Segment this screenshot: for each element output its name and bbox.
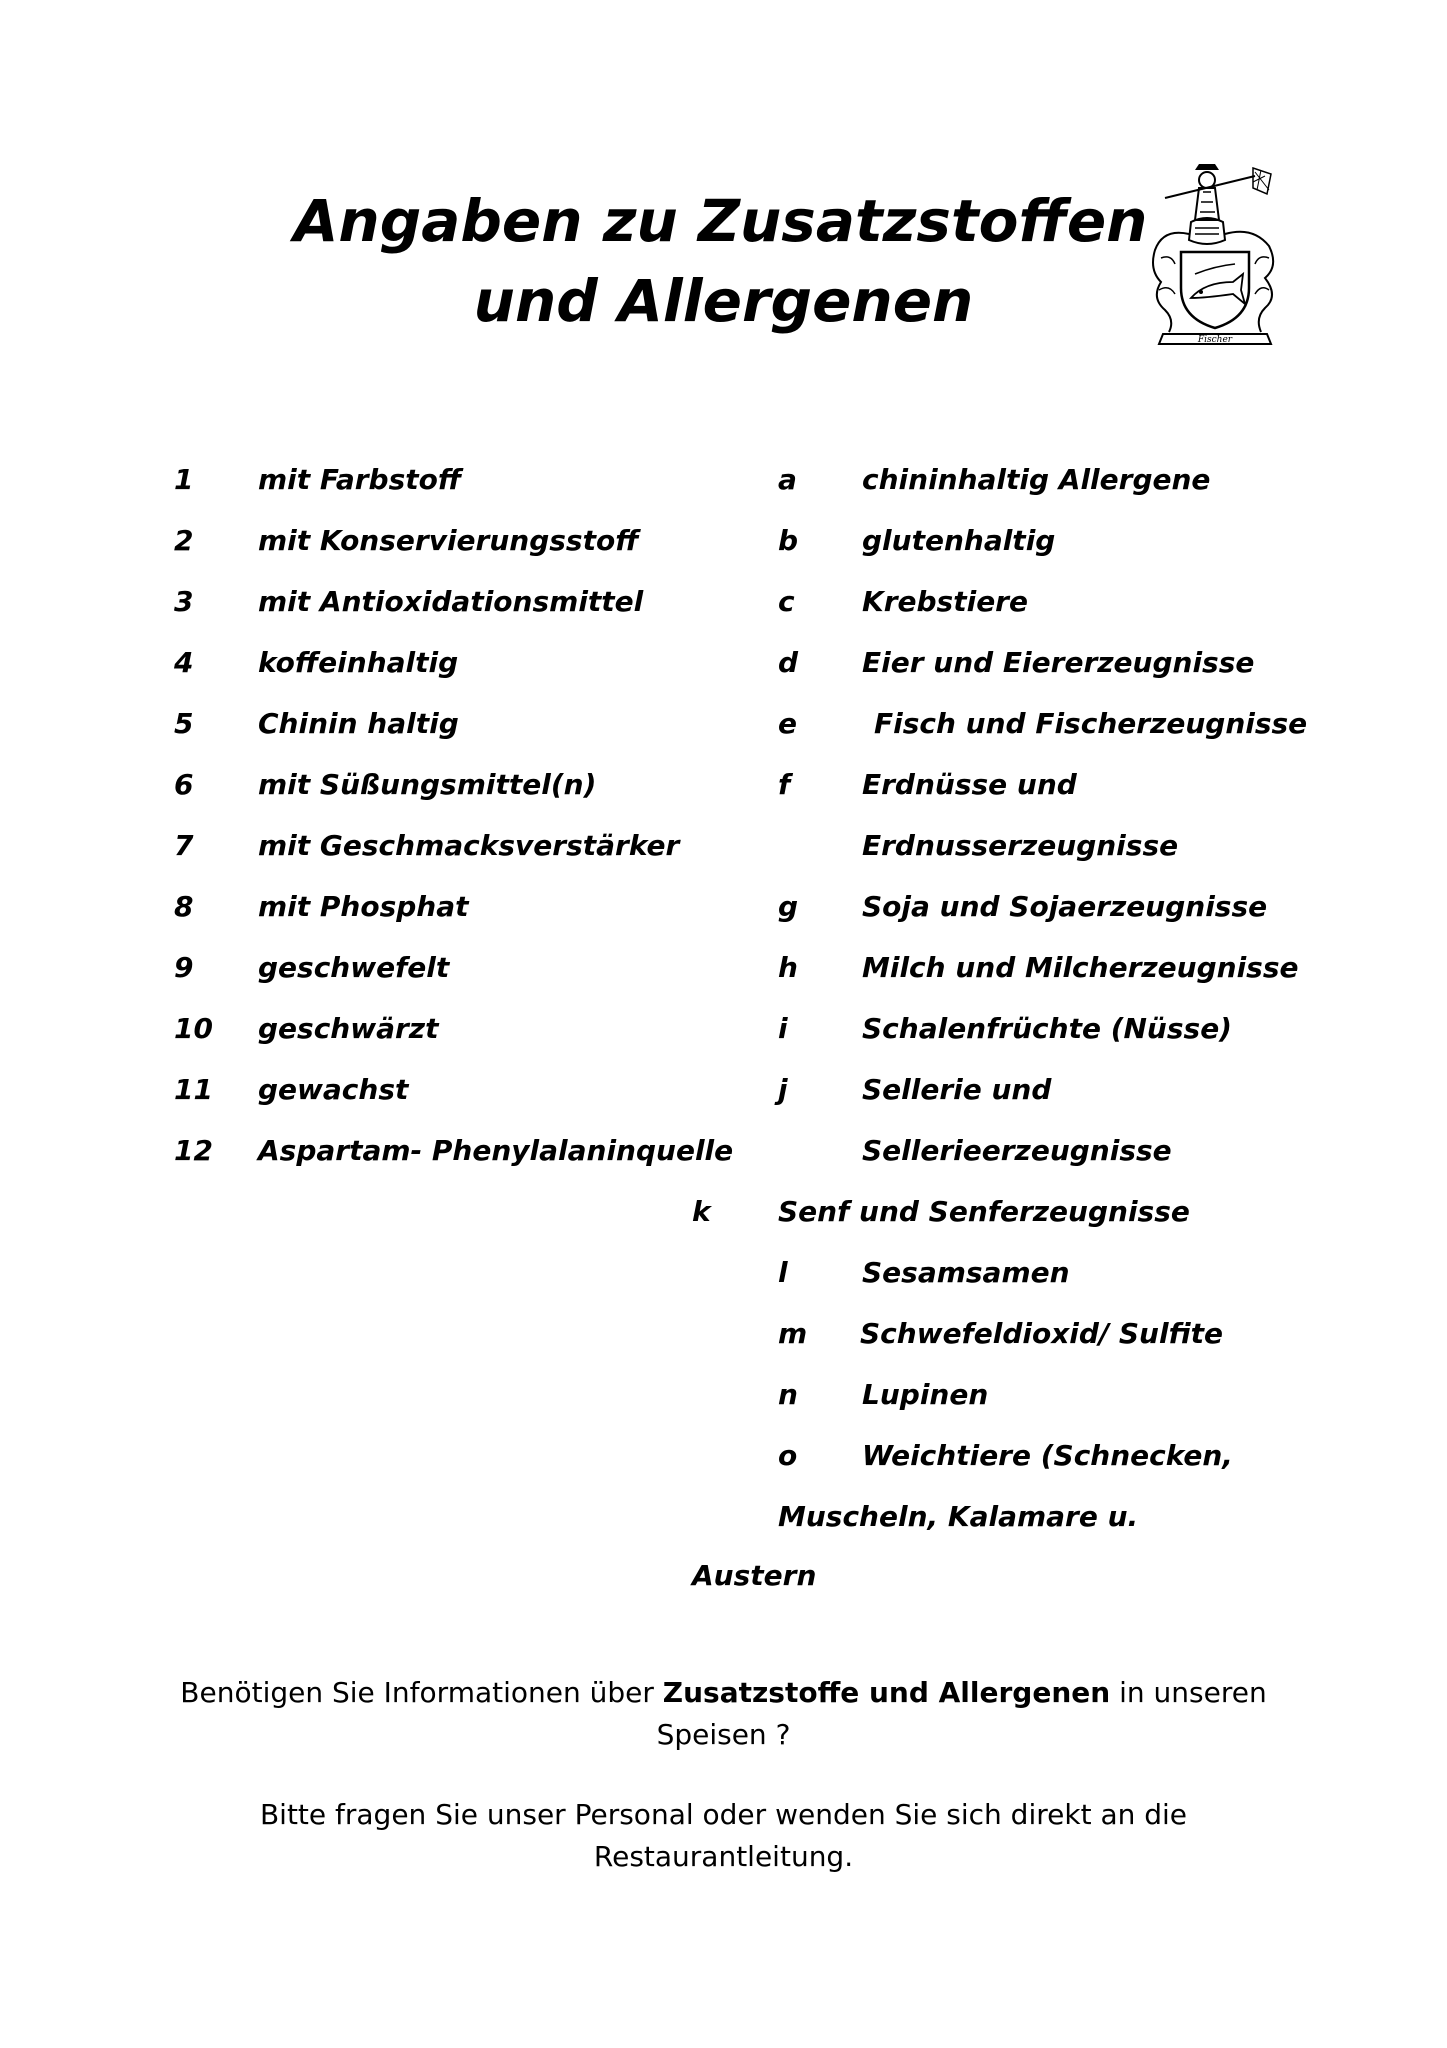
footer-request-line1: Bitte fragen Sie unser Personal oder wenden Sie sich direkt an die (259, 1798, 1188, 1831)
additive-number: 3 (174, 585, 194, 618)
allergen-label: Sellerieerzeugnisse (862, 1134, 1172, 1167)
allergen-label: Milch und Milcherzeugnisse (862, 951, 1299, 984)
additive-label: geschwärzt (258, 1012, 439, 1045)
allergen-label: Erdnusserzeugnisse (862, 829, 1179, 862)
allergen-letter: d (778, 646, 799, 679)
additive-number: 1 (174, 463, 194, 496)
allergen-letter: e (778, 707, 797, 740)
allergen-letter: m (778, 1317, 808, 1350)
allergen-label: Erdnüsse und (862, 768, 1077, 801)
additive-label: mit Konservierungsstoff (258, 524, 639, 557)
footer-info-line1 (0, 1672, 1447, 1714)
footer-emphasis: Zusatzstoffe und Allergenen (662, 1676, 1111, 1709)
allergen-letter: n (778, 1378, 798, 1411)
allergen-label: Sellerie und (862, 1073, 1052, 1106)
additive-number: 9 (174, 951, 194, 984)
additive-label: mit Phosphat (258, 890, 469, 923)
additive-label: mit Antioxidationsmittel (258, 585, 644, 618)
additive-label: koffeinhaltig (258, 646, 459, 679)
additive-number: 4 (174, 646, 194, 679)
allergen-label: Schwefeldioxid/ Sulfite (860, 1317, 1223, 1350)
additive-label: mit Süßungsmittel(n) (258, 768, 597, 801)
allergen-letter: a (778, 463, 797, 496)
allergen-label: Senf und Senferzeugnisse (778, 1195, 1190, 1228)
allergen-letter: g (778, 890, 799, 923)
allergen-label: Austern (692, 1559, 817, 1592)
additive-label: Chinin haltig (258, 707, 459, 740)
page-subtitle: und Allergenen (473, 267, 974, 335)
additive-label: mit Farbstoff (258, 463, 462, 496)
footer-text: Benötigen Sie Informationen über (180, 1676, 663, 1709)
allergen-label: Lupinen (862, 1378, 989, 1411)
allergen-letter: l (778, 1256, 788, 1289)
additive-label: geschwefelt (258, 951, 450, 984)
allergen-letter: h (778, 951, 798, 984)
footer-request-line2: Restaurantleitung. (593, 1840, 854, 1873)
allergen-letter: j (778, 1073, 788, 1106)
allergen-label: Sesamsamen (862, 1256, 1070, 1289)
allergen-label: Schalenfrüchte (Nüsse) (862, 1012, 1232, 1045)
additive-number: 11 (174, 1073, 213, 1106)
page-title: Angaben zu Zusatzstoffen (293, 187, 1148, 255)
additive-number: 6 (174, 768, 194, 801)
allergen-letter: b (778, 524, 799, 557)
additive-number: 5 (174, 707, 194, 740)
allergen-letter: i (778, 1012, 788, 1045)
crest-banner-text: Fischer (1197, 335, 1233, 345)
allergen-label: Fisch und Fischerzeugnisse (874, 707, 1308, 740)
allergen-label: chininhaltig Allergene (862, 463, 1211, 496)
footer-info-line2: Speisen ? (656, 1718, 791, 1751)
allergen-letter: k (692, 1195, 711, 1228)
allergen-letter: f (778, 768, 791, 801)
allergen-label: Krebstiere (862, 585, 1028, 618)
additive-number: 10 (174, 1012, 213, 1045)
allergen-label: Weichtiere (Schnecken, (862, 1439, 1233, 1472)
additive-number: 7 (174, 829, 194, 862)
allergen-letter: c (778, 585, 795, 618)
allergen-label: glutenhaltig (862, 524, 1056, 557)
coat-of-arms-logo (1145, 158, 1285, 354)
additive-number: 8 (174, 890, 194, 923)
additive-number: 12 (174, 1134, 213, 1167)
allergen-label: Soja und Sojaerzeugnisse (862, 890, 1268, 923)
additive-label: Aspartam- Phenylalaninquelle (258, 1134, 734, 1167)
additive-label: gewachst (258, 1073, 409, 1106)
additive-number: 2 (174, 524, 194, 557)
additive-label: mit Geschmacksverstärker (258, 829, 680, 862)
footer-text: in unseren (1110, 1676, 1267, 1709)
allergen-letter: o (778, 1439, 798, 1472)
allergen-label: Eier und Eiererzeugnisse (862, 646, 1255, 679)
allergen-label: Muscheln, Kalamare u. (778, 1500, 1139, 1533)
